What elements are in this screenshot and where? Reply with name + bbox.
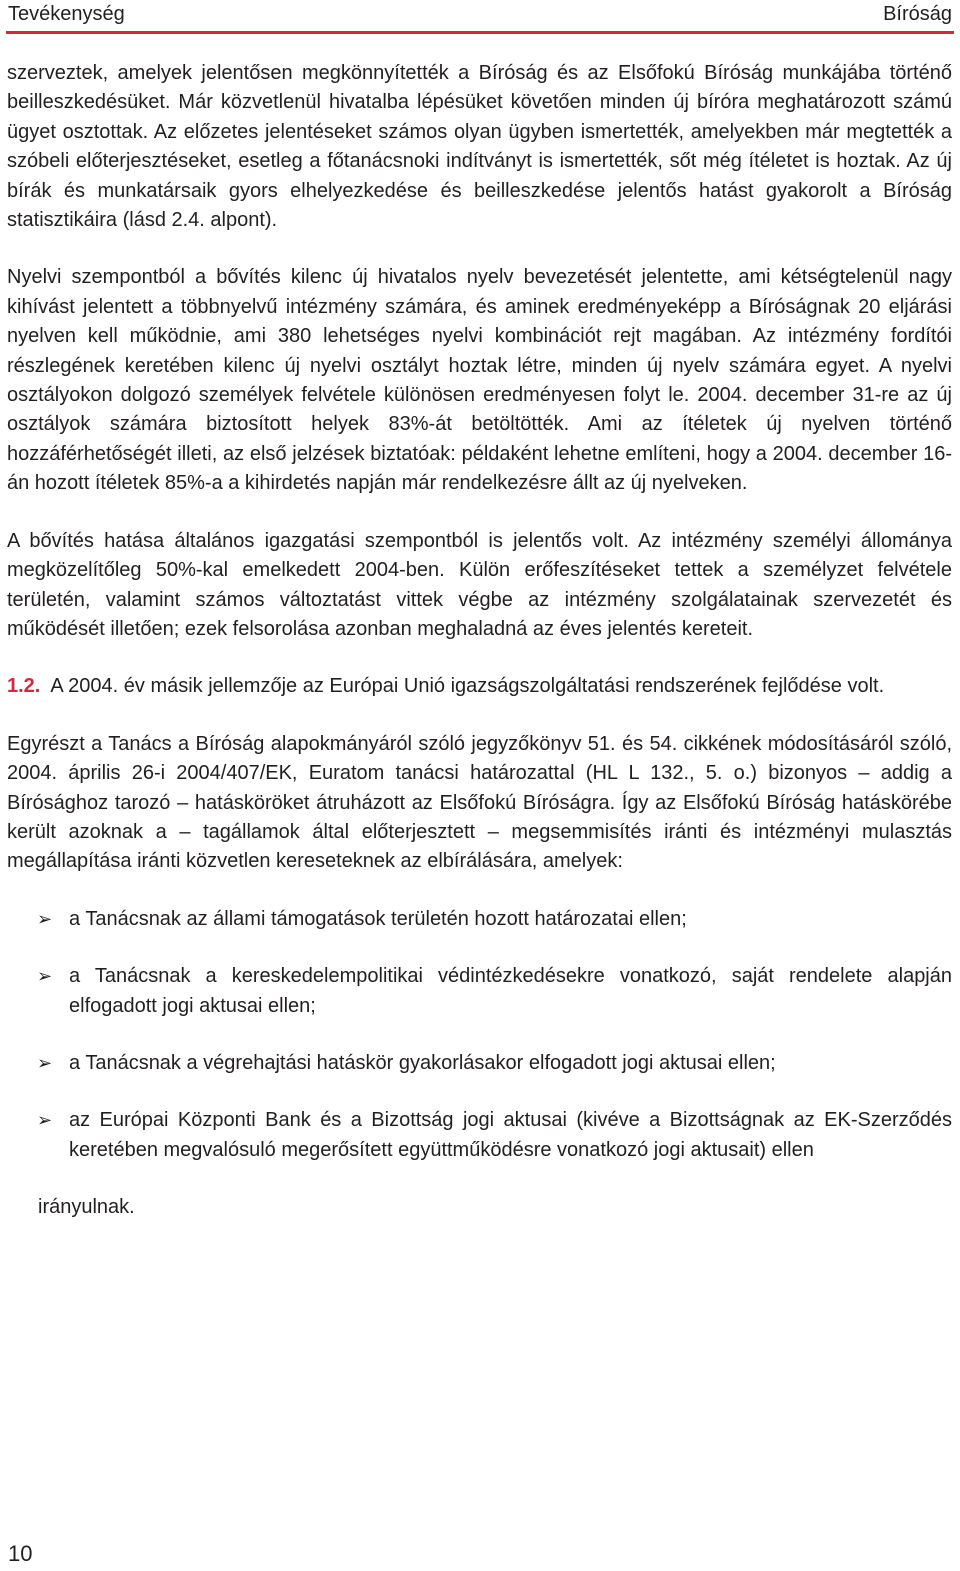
page-header — [8, 0, 952, 33]
list-item-text: a Tanácsnak a kereskedelempolitikai védintézkedésekre vonatkozó, saját rendelete alapján elfogadott jogi aktusai ellen; — [69, 965, 952, 1017]
arrow-bullet-icon: ➢ — [37, 1052, 53, 1073]
list-item — [7, 1049, 952, 1078]
list-item-text: a Tanácsnak a végrehajtási hatáskör gyakorlásakor elfogadott jogi aktusai ellen; — [69, 1051, 776, 1074]
list-item-text: a Tanácsnak az állami támogatások területén hozott határozatai ellen; — [69, 907, 687, 930]
header-rule — [6, 31, 954, 34]
list-item — [7, 905, 952, 934]
paragraph-administration: A bővítés hatása általános igazgatási szempontból is jelentős volt. Az intézmény személyi állománya megközelítőleg 50%-kal emelkedett 2004-ben. Külön erőfeszítéseket tettek a személyzet felvétele területén, valamint számos változtatást vittek végbe az intézmény szolgálatainak szervezetét és működését illetően; ezek felsorolása azonban meghaladná az éves jelentés kereteit. — [7, 529, 952, 640]
header-section-title: Tevékenység — [8, 3, 125, 25]
section-text: A 2004. év másik jellemzője az Európai Unió igazságszolgáltatási rendszerének fejlődése volt. — [50, 675, 885, 698]
paragraph-language: Nyelvi szempontból a bővítés kilenc új hivatalos nyelv bevezetését jelentette, ami kétségtelenül nagy kihívást jelentett a többnyelvű intézmény számára, és aminek eredményeképp a Bíróságnak 20 eljárási nyelven kell működnie, ami 380 lehetséges nyelvi kombinációt rejt magában. Az intézmény fordítói részlegének keretében kilenc új nyelvi osztályt hoztak létre, minden új nyelv számára egyet. A nyelvi osztályokon dolgozó személyek felvétele különösen eredményesen folyt le. 2004. december 31-re az új osztályok számára biztosított helyek 83%-át betöltötték. Ami az ítéletek új nyelven történő hozzáférhetőségét illeti, az első jelzések biztatóak: példaként lehetne említeni, hogy a 2004. december 16-án hozott ítéletek 85%-a a kihirdetés napján már rendelkezésre állt az új nyelveken. — [7, 266, 952, 495]
arrow-bullet-icon: ➢ — [37, 1110, 53, 1131]
header-institution: Bíróság — [883, 3, 952, 25]
arrow-bullet-icon: ➢ — [37, 908, 53, 929]
bullet-list — [7, 905, 952, 1165]
list-item-text: az Európai Központi Bank és a Bizottság jogi aktusai (kivéve a Bizottságnak az EK-Szerződés keretében megvalósuló megerősített együttműködésre vonatkozó jogi aktusait) ellen — [69, 1109, 952, 1161]
paragraph-closing: irányulnak. — [38, 1196, 135, 1219]
list-item — [7, 1106, 952, 1165]
list-item — [7, 962, 952, 1021]
arrow-bullet-icon: ➢ — [37, 966, 53, 987]
section-heading — [7, 672, 952, 701]
document-body — [7, 59, 952, 1223]
paragraph-intro: Egyrészt a Tanács a Bíróság alapokmányáról szóló jegyzőkönyv 51. és 54. cikkének módosításáról szóló, 2004. április 26-i 2004/407/EK, Euratom tanácsi határozattal (HL L 132., 5. o.) bizonyos – addig a Bírósághoz tarozó – hatásköröket átruházott az Elsőfokú Bíróságra. Így az Elsőfokú Bíróság hatáskörébe került azoknak a – tagállamok által előterjesztett – megsemmisítés iránti és intézményi mulasztás megállapítása iránti közvetlen kereseteknek az elbírálására, amelyek: — [7, 732, 952, 873]
page-number: 10 — [8, 1541, 33, 1566]
paragraph-continuation: szerveztek, amelyek jelentősen megkönnyítették a Bíróság és az Elsőfokú Bíróság munkájába történő beilleszkedésüket. Már közvetlenül hivatalba lépésüket követően minden új bíróra meghatározott számú ügyet osztottak. Az előzetes jelentéseket számos olyan ügyben ismertették, amelyekben már megtették a szóbeli előterjesztéseket, esetleg a főtanácsnoki indítványt is ismertették, sőt még ítéletet is hoztak. Az új bírák és munkatársaik gyors elhelyezkedése és beilleszkedése jelentős hatást gyakorolt a Bíróság statisztikáira (lásd 2.4. alpont). — [7, 62, 952, 232]
section-number: 1.2. — [7, 675, 41, 698]
